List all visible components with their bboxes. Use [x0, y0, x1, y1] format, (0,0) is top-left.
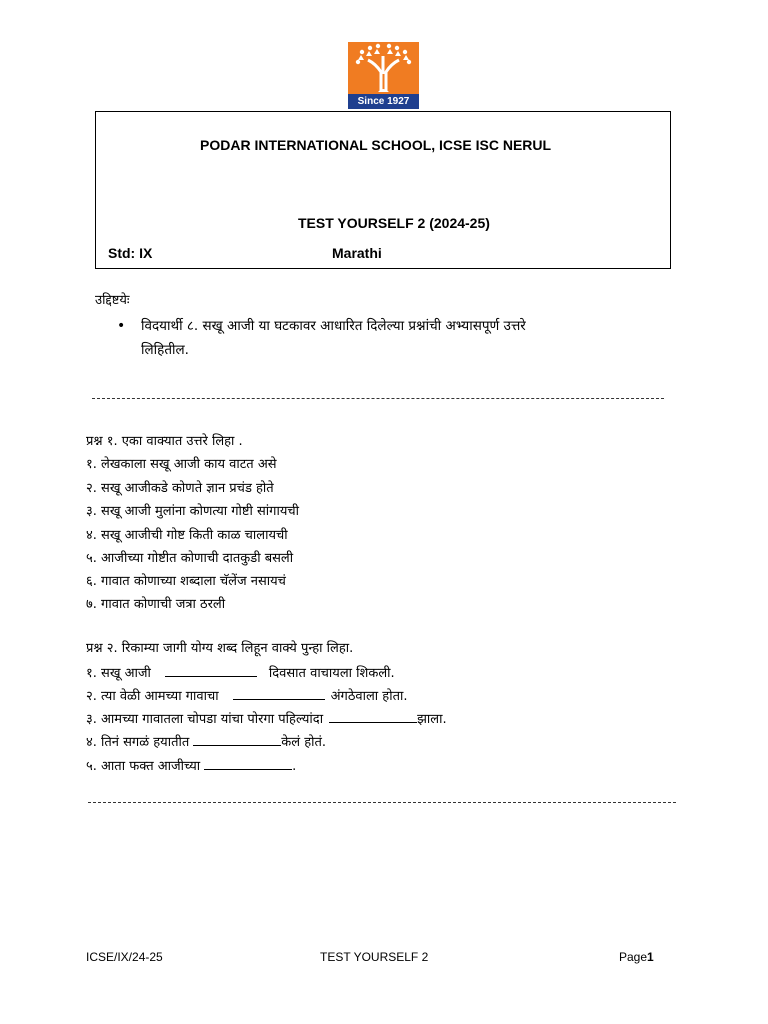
question-2-item — [86, 664, 395, 683]
question-2-item — [86, 757, 296, 776]
standard-label: Std: IX — [108, 245, 153, 261]
school-name: PODAR INTERNATIONAL SCHOOL, ICSE ISC NERUL — [200, 137, 552, 153]
header-box — [95, 111, 671, 269]
item-text-end: . — [292, 759, 297, 774]
tree-logo-icon — [348, 42, 419, 94]
question-1-item: ४. सखू आजीची गोष्ट किती काळ चालायची — [86, 528, 288, 543]
question-1-item: ५. आजीच्या गोष्टीत कोणाची दातकुडी बसली — [86, 551, 294, 566]
bullet-icon: • — [117, 318, 126, 334]
footer-page — [619, 950, 654, 964]
question-2-title: प्रश्न २. रिकाम्या जागी योग्य शब्द लिहून वाक्ये पुन्हा लिहा. — [86, 641, 354, 656]
answer-blank[interactable] — [204, 757, 292, 770]
item-text-start: ३. आमच्या गावातला चोपडा यांचा पोरगा पहिल्यांदा — [86, 712, 324, 727]
question-2-item — [86, 687, 408, 706]
subject-label: Marathi — [332, 245, 382, 261]
item-text-start: १. सखू आजी — [86, 666, 151, 681]
question-1-item: १. लेखकाला सखू आजी काय वाटत असे — [86, 457, 277, 472]
item-text-start: ४. तिनं सगळं हयातीत — [86, 735, 190, 750]
question-1-title: प्रश्न १. एका वाक्यात उत्तरे लिहा . — [86, 434, 243, 449]
divider — [92, 398, 664, 399]
item-text-end: केलं होतं. — [281, 735, 327, 750]
question-2-item — [86, 733, 326, 752]
objective-line-2: लिहितील. — [141, 342, 189, 358]
footer-code: ICSE/IX/24-25 — [86, 950, 163, 964]
logo-since-text: Since 1927 — [348, 94, 419, 109]
answer-blank[interactable] — [233, 687, 325, 700]
footer-title: TEST YOURSELF 2 — [320, 950, 429, 964]
item-text-end: अंगठेवाला होता. — [330, 689, 408, 704]
answer-blank[interactable] — [193, 733, 281, 746]
school-logo — [348, 42, 419, 109]
item-text-end: झाला. — [417, 712, 447, 727]
objective-line-1: विदयार्थी ८. सखू आजी या घटकावर आधारित दिलेल्या प्रश्नांची अभ्यासपूर्ण उत्तरे — [141, 318, 526, 334]
question-1-item: ७. गावात कोणाची जत्रा ठरली — [86, 597, 226, 612]
page-number: 1 — [647, 950, 654, 964]
item-text-end: दिवसात वाचायला शिकली. — [268, 666, 395, 681]
question-1-item: ६. गावात कोणाच्या शब्दाला चॅलेंज नसायचं — [86, 574, 286, 589]
answer-blank[interactable] — [329, 710, 417, 723]
question-1-item: २. सखू आजीकडे कोणते ज्ञान प्रचंड होते — [86, 481, 274, 496]
item-text-start: २. त्या वेळी आमच्या गावाचा — [86, 689, 219, 704]
divider — [88, 802, 676, 803]
test-title: TEST YOURSELF 2 (2024-25) — [298, 215, 490, 231]
objectives-heading: उद्दिष्टयेः — [95, 293, 130, 308]
question-2-item — [86, 710, 447, 729]
question-1-item: ३. सखू आजी मुलांना कोणत्या गोष्टी सांगायची — [86, 504, 300, 519]
item-text-start: ५. आता फक्त आजीच्या — [86, 759, 201, 774]
page-label: Page — [619, 950, 648, 964]
answer-blank[interactable] — [165, 664, 257, 677]
